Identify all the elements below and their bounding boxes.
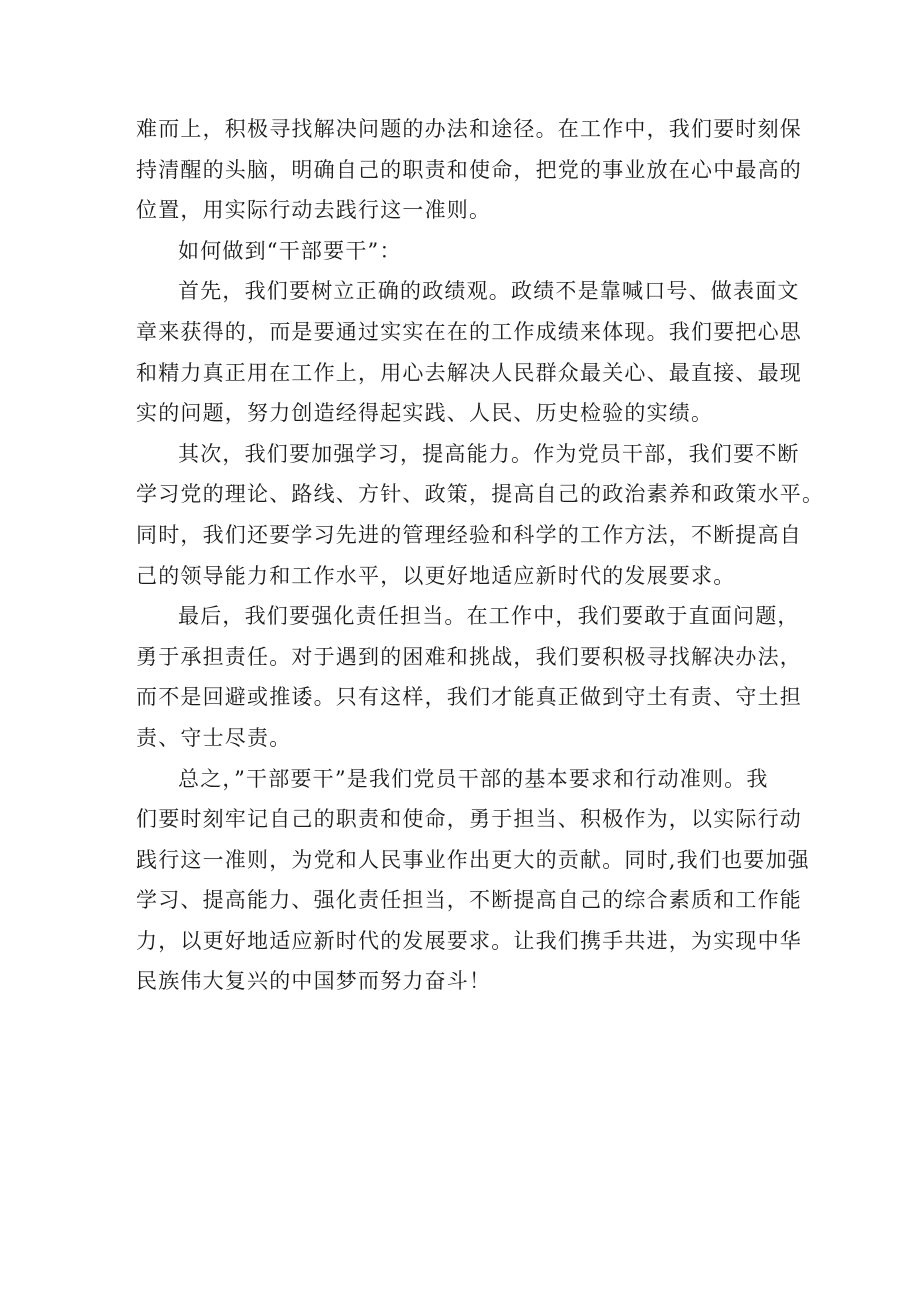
paragraph-p2	[136, 231, 796, 272]
paragraph-line: 己的领导能力和工作水平，以更好地适应新时代的发展要求。	[136, 563, 736, 588]
paragraph-line: 持清醒的头脑，明确自己的职责和使命，把党的事业放在心中最高的	[136, 157, 802, 182]
paragraph-line: 实的问题，努力创造经得起实践、人民、历史检验的实绩。	[136, 401, 714, 426]
paragraph-line: 和精力真正用在工作上，用心去解决人民群众最关心、最直接、最现	[136, 360, 802, 385]
paragraph-line: 们要时刻牢记自己的职责和使命，勇于担当、积极作为，以实际行动	[136, 807, 802, 832]
paragraph-line: 勇于承担责任。对于遇到的困难和挑战，我们要积极寻找解决办法，	[136, 644, 802, 669]
paragraph-line: 学习党的理论、路线、方针、政策，提高自己的政治素养和政策水平。	[136, 482, 825, 507]
paragraph-line: 章来获得的，而是要通过实实在在的工作成绩来体现。我们要把心思	[136, 319, 802, 344]
paragraph-line: 而不是回避或推诿。只有这样，我们才能真正做到守土有责、守土担	[136, 685, 802, 710]
paragraph-p4	[136, 434, 825, 596]
paragraph-line: 同时，我们还要学习先进的管理经验和科学的工作方法，不断提高自	[136, 522, 802, 547]
paragraph-p5	[136, 596, 802, 758]
paragraph-line: 践行这一准则，为党和人民事业作出更大的贡献。同时,我们也要加强	[136, 847, 810, 872]
paragraph-line: 最后，我们要强化责任担当。在工作中，我们要敢于直面问题，	[178, 604, 800, 629]
paragraph-line: 首先，我们要树立正确的政绩观。政绩不是靠喊口号、做表面文	[178, 279, 800, 304]
paragraph-p1	[136, 109, 802, 231]
paragraph-line: 难而上，积极寻找解决问题的办法和途径。在工作中，我们要时刻保	[136, 117, 802, 141]
paragraph-p3	[136, 271, 802, 433]
paragraph-line: 学习、提高能力、强化责任担当，不断提高自己的综合素质和工作能	[136, 888, 802, 913]
paragraph-line: 总之，”干部要干”是我们党员干部的基本要求和行动准则。我	[178, 766, 769, 791]
document-body	[136, 109, 825, 1002]
paragraph-line: 责、守士尽责。	[136, 725, 292, 750]
paragraph-line: 其次，我们要加强学习，提高能力。作为党员干部，我们要不断	[178, 441, 800, 466]
paragraph-line: 位置，用实际行动去践行这一准则。	[136, 198, 492, 223]
paragraph-line: 如何做到“干部要干”：	[178, 238, 402, 263]
paragraph-line: 民族伟大复兴的中国梦而努力奋斗！	[136, 969, 492, 994]
paragraph-line: 力，以更好地适应新时代的发展要求。让我们携手共进，为实现中华	[136, 928, 802, 953]
paragraph-p6	[136, 759, 810, 1003]
